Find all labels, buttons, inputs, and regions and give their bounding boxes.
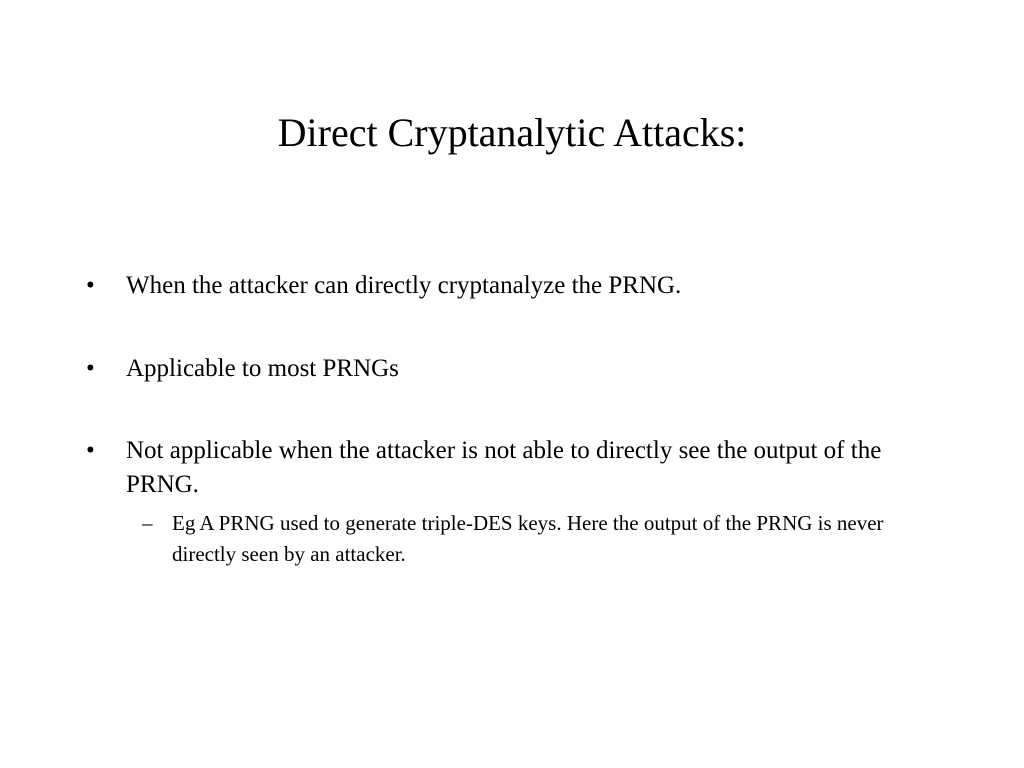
bullet-marker: • <box>86 355 95 382</box>
bullet-marker: • <box>86 437 95 464</box>
bullet-marker: • <box>86 272 95 299</box>
bullet-text: Not applicable when the attacker is not able to directly see the output of the PRNG. <box>126 437 882 498</box>
bullet-text: Applicable to most PRNGs <box>126 355 399 382</box>
slide-title: Direct Cryptanalytic Attacks: <box>277 110 747 155</box>
sub-bullet-marker: – <box>142 511 153 535</box>
sub-bullet-text: Eg A PRNG used to generate triple-DES keys. Here the output of the PRNG is never directly seen by an attacker. <box>172 511 884 566</box>
bullet-text: When the attacker can directly cryptanalyze the PRNG. <box>126 272 682 299</box>
